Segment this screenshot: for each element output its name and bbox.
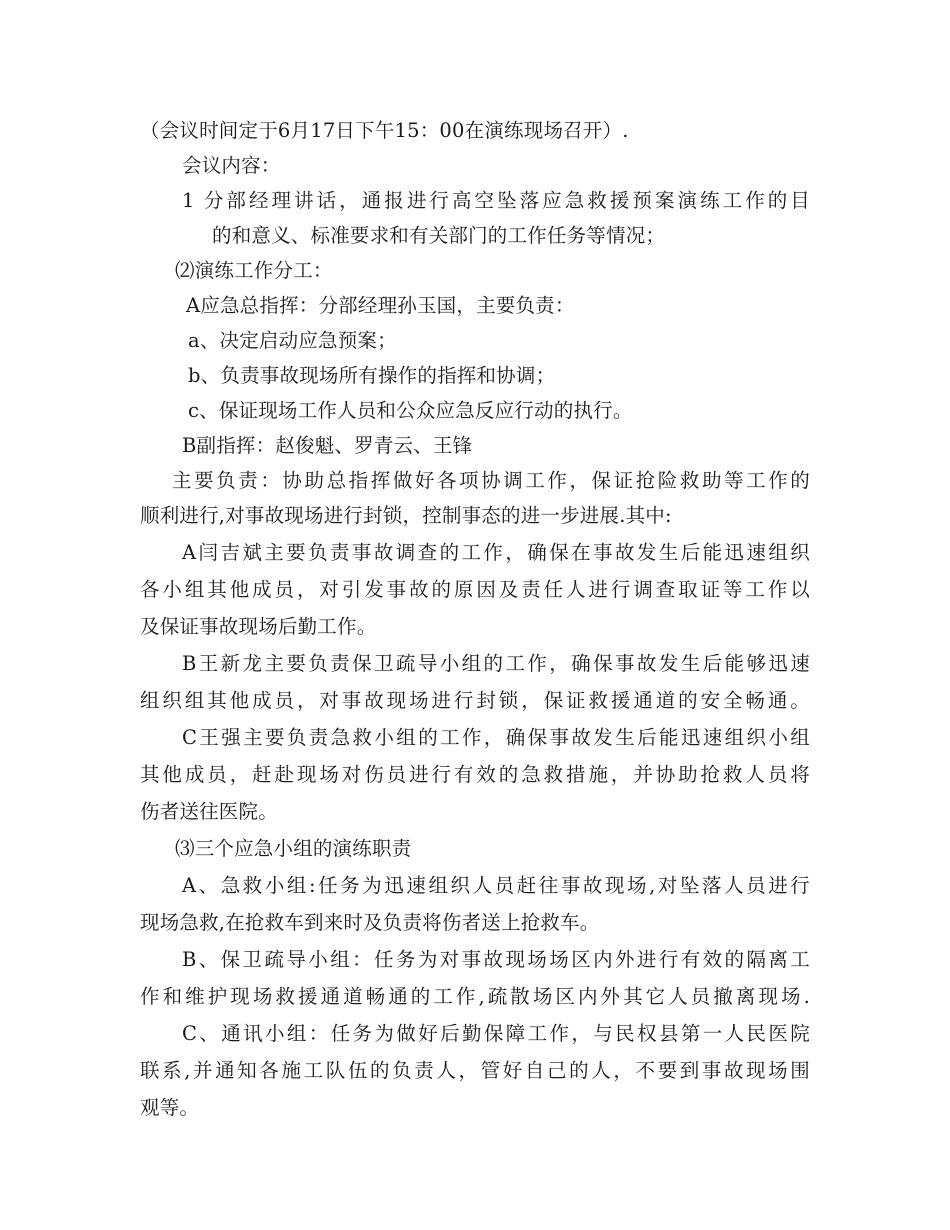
communication-team-line-2: 联系,并通知各施工队伍的负责人，管好自己的人，不要到事故现场围 [140,1059,810,1082]
duty-b-line: b、负责事故现场所有操作的指挥和协调； [188,364,556,387]
wang-xinlong-line-2: 组织组其他成员，对事故现场进行封锁，保证救援通道的安全畅通。 [140,689,810,712]
item-1-line-1: 1 分部经理讲话，通报进行高空坠落应急救援预案演练工作的目 [182,189,810,212]
security-team-line-1: B、保卫疏导小组：任务为对事故现场场区内外进行有效的隔离工 [182,948,810,971]
meeting-time-line: （会议时间定于6月17日下午15：00在演练现场召开）. [140,119,629,142]
security-team-line-2: 作和维护现场救援通道畅通的工作,疏散场区内外其它人员撤离现场. [140,985,810,1008]
communication-team-line-3: 观等。 [140,1096,200,1119]
wang-qiang-line-3: 伤者送往医院。 [140,800,278,823]
duty-a-line: a、决定启动应急预案； [188,329,397,352]
item-1-line-2: 的和意义、标准要求和有关部门的工作任务等情况； [212,224,666,247]
item-3-heading: ⑶三个应急小组的演练职责 [175,837,412,860]
item-2-heading: ⑵演练工作分工： [175,259,333,282]
first-aid-team-line-1: A、急救小组:任务为迅速组织人员赶往事故现场,对坠落人员进行 [182,874,810,897]
first-aid-team-line-2: 现场急救,在抢救车到来时及负责将伤者送上抢救车。 [140,911,600,934]
yan-jibin-line-1: A闫吉斌主要负责事故调查的工作，确保在事故发生后能迅速组织 [182,541,810,564]
meeting-content-heading: 会议内容： [182,154,281,177]
yan-jibin-line-2: 各小组其他成员，对引发事故的原因及责任人进行调查取证等工作以 [140,578,810,601]
commander-line: A应急总指挥：分部经理孙玉国，主要负责： [186,294,575,317]
yan-jibin-line-3: 及保证事故现场后勤工作。 [140,615,377,638]
deputy-commander-line: B副指挥：赵俊魁、罗青云、王锋 [182,434,473,457]
deputy-duty-line-2: 顺利进行,对事故现场进行封锁，控制事态的进一步进展.其中: [140,504,672,527]
wang-xinlong-line-1: B王新龙主要负责保卫疏导小组的工作，确保事故发生后能够迅速 [182,652,810,675]
communication-team-line-1: C、通讯小组：任务为做好后勤保障工作，与民权县第一人民医院 [182,1022,810,1045]
wang-qiang-line-1: C王强主要负责急救小组的工作，确保事故发生后能迅速组织小组 [182,726,810,749]
wang-qiang-line-2: 其他成员，赶赴现场对伤员进行有效的急救措施，并协助抢救人员将 [140,763,810,786]
deputy-duty-line-1: 主要负责：协助总指挥做好各项协调工作，保证抢险救助等工作的 [172,469,810,492]
duty-c-line: c、保证现场工作人员和公众应急反应行动的执行。 [188,399,633,422]
